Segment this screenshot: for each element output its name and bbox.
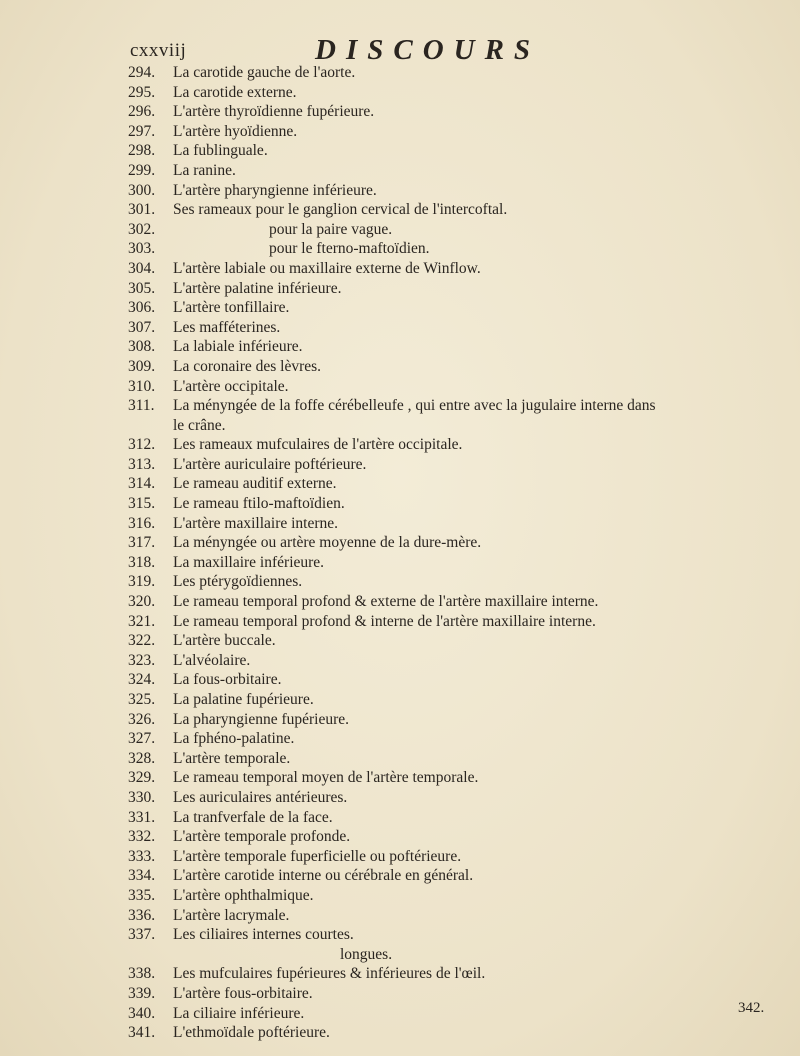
- list-item: [128, 906, 778, 926]
- entry-text: La fphéno-palatine.: [173, 730, 295, 748]
- entry-text: La coronaire des lèvres.: [173, 357, 322, 375]
- entry-number: 337.: [128, 926, 156, 944]
- list-item: [128, 357, 778, 377]
- entry-text: L'artère thyroïdienne fupérieure.: [173, 103, 375, 121]
- entry-number: 336.: [128, 906, 156, 924]
- entry-text: L'artère fous-orbitaire.: [173, 984, 313, 1002]
- entry-number: 334.: [128, 867, 156, 885]
- list-item: [128, 102, 778, 122]
- entry-number: 335.: [128, 886, 156, 904]
- list-item: [128, 1023, 778, 1043]
- list-item: [128, 631, 778, 651]
- entry-number: 299.: [128, 161, 156, 179]
- list-item: [128, 122, 778, 142]
- entry-number: 309.: [128, 357, 156, 375]
- list-item: [128, 533, 778, 553]
- list-item: [128, 141, 778, 161]
- entry-number: 300.: [128, 181, 156, 199]
- list-item: [128, 161, 778, 181]
- list-item: [128, 690, 778, 710]
- entry-number: 296.: [128, 103, 156, 121]
- entry-text: La tranfverfale de la face.: [173, 808, 333, 826]
- list-item: [128, 1004, 778, 1024]
- entry-number: 306.: [128, 299, 156, 317]
- entry-text: Le rameau temporal moyen de l'artère temporale.: [173, 769, 479, 787]
- entry-text: La labiale inférieure.: [173, 338, 303, 356]
- list-item: [128, 788, 778, 808]
- entry-number: 304.: [128, 259, 156, 277]
- list-item: [128, 259, 778, 279]
- list-item: [128, 710, 778, 730]
- list-item: [128, 827, 778, 847]
- entry-text: L'artère tonfillaire.: [173, 299, 290, 317]
- entry-number: 332.: [128, 828, 156, 846]
- entry-number: 316.: [128, 514, 156, 532]
- entry-number: 333.: [128, 847, 156, 865]
- entry-text: longues.: [340, 945, 393, 963]
- entry-number: 331.: [128, 808, 156, 826]
- list-item: [128, 866, 778, 886]
- entry-number: 322.: [128, 632, 156, 650]
- entry-list: [128, 63, 778, 1043]
- entry-text: Ses rameaux pour le ganglion cervical de l'intercoftal.: [173, 201, 508, 219]
- entry-number: 325.: [128, 691, 156, 708]
- list-item: [128, 83, 778, 103]
- entry-number: 330.: [128, 788, 156, 806]
- list-item: [128, 572, 778, 592]
- entry-number: 307.: [128, 318, 156, 336]
- entry-number: 340.: [128, 1004, 156, 1022]
- entry-number: 318.: [128, 553, 156, 571]
- entry-text: L'artère lacrymale.: [173, 906, 290, 924]
- entry-text: L'artère buccale.: [173, 632, 276, 650]
- entry-number: 297.: [128, 122, 156, 140]
- entry-text: La ciliaire inférieure.: [173, 1004, 305, 1022]
- list-item: [128, 553, 778, 573]
- entry-text: Les ptérygoïdiennes.: [173, 573, 303, 591]
- entry-number: 295.: [128, 83, 156, 101]
- list-item: [128, 298, 778, 318]
- catchword: 342.: [738, 1000, 765, 1016]
- entry-number: 314.: [128, 475, 156, 493]
- list-item: [128, 984, 778, 1004]
- entry-text: L'alvéolaire.: [173, 651, 251, 669]
- list-item: [128, 396, 778, 435]
- running-title: DISCOURS: [315, 34, 541, 66]
- entry-number: 317.: [128, 534, 156, 552]
- entry-text: La fublinguale.: [173, 142, 268, 160]
- entry-text: L'artère temporale profonde.: [173, 828, 351, 846]
- entry-number: 301.: [128, 201, 156, 219]
- entry-continuation: le crâne.: [173, 416, 226, 434]
- list-item: [128, 435, 778, 455]
- entry-number: 321.: [128, 612, 156, 630]
- entry-number: 320.: [128, 593, 156, 611]
- list-item: [128, 749, 778, 769]
- page-header: [130, 34, 690, 64]
- list-item: [128, 494, 778, 514]
- entry-number: 311.: [128, 397, 155, 415]
- list-item: [128, 63, 778, 83]
- entry-text: Les ciliaires internes courtes.: [173, 926, 354, 944]
- list-item: [128, 337, 778, 357]
- entry-text: L'artère labiale ou maxillaire externe de Winflow.: [173, 259, 481, 277]
- list-item: [128, 729, 778, 749]
- list-item: [128, 279, 778, 299]
- entry-text: La palatine fupérieure.: [173, 691, 314, 708]
- entry-number: 315.: [128, 495, 156, 513]
- list-item: [128, 514, 778, 534]
- list-item: [128, 220, 778, 240]
- entry-text: Le rameau auditif externe.: [173, 475, 337, 493]
- list-item: [128, 455, 778, 475]
- entry-text: L'artère carotide interne ou cérébrale en général.: [173, 867, 474, 885]
- entry-text: Les auriculaires antérieures.: [173, 788, 348, 806]
- list-item: [128, 181, 778, 201]
- entry-number: 302.: [128, 220, 156, 238]
- entry-text: La carotide externe.: [173, 83, 297, 101]
- entry-number: 329.: [128, 769, 156, 787]
- entry-text: La ményngée ou artère moyenne de la dure-mère.: [173, 534, 482, 552]
- entry-number: 323.: [128, 651, 156, 669]
- entry-number: 328.: [128, 749, 156, 767]
- list-item: [128, 886, 778, 906]
- entry-text: Le rameau temporal profond & externe de l'artère maxillaire interne.: [173, 593, 599, 611]
- list-item: [128, 945, 778, 965]
- list-item: [128, 592, 778, 612]
- entry-text: L'ethmoïdale poftérieure.: [173, 1024, 330, 1042]
- entry-number: 312.: [128, 436, 156, 454]
- list-item: [128, 200, 778, 220]
- entry-number: 313.: [128, 455, 156, 473]
- entry-text: La ranine.: [173, 161, 236, 179]
- entry-number: 310.: [128, 377, 156, 395]
- list-item: [128, 768, 778, 788]
- entry-text: L'artère ophthalmique.: [173, 886, 314, 904]
- entry-text: La fous-orbitaire.: [173, 671, 282, 689]
- entry-text: Les rameaux mufculaires de l'artère occipitale.: [173, 436, 463, 454]
- list-item: [128, 474, 778, 494]
- entry-text: L'artère pharyngienne inférieure.: [173, 181, 377, 199]
- entry-text: pour le fterno-maftoïdien.: [269, 240, 430, 258]
- entry-number: 303.: [128, 240, 156, 258]
- entry-number: 294.: [128, 64, 156, 81]
- entry-text: Les mufculaires fupérieures & inférieures de l'œil.: [173, 965, 486, 983]
- entry-number: 341.: [128, 1024, 156, 1042]
- entry-number: 308.: [128, 338, 156, 356]
- list-item: [128, 239, 778, 259]
- entry-text: L'artère maxillaire interne.: [173, 514, 339, 532]
- entry-text: Le rameau temporal profond & interne de l'artère maxillaire interne.: [173, 612, 596, 630]
- entry-number: 327.: [128, 730, 156, 748]
- entry-text: Le rameau ftilo-maftoïdien.: [173, 495, 345, 513]
- entry-number: 298.: [128, 142, 156, 160]
- entry-text: La pharyngienne fupérieure.: [173, 710, 350, 728]
- entry-text: L'artère temporale.: [173, 749, 291, 767]
- entry-number: 326.: [128, 710, 156, 728]
- entry-text: La ményngée de la foffe cérébelleufe , qui entre avec la jugulaire interne dans: [173, 397, 656, 415]
- entry-number: 339.: [128, 984, 156, 1002]
- entry-text: L'artère hyoïdienne.: [173, 122, 298, 140]
- list-item: [128, 318, 778, 338]
- folio-number: cxxviij: [130, 40, 187, 61]
- entry-number: 319.: [128, 573, 156, 591]
- entry-text: L'artère occipitale.: [173, 377, 289, 395]
- entry-text: Les mafféterines.: [173, 318, 281, 336]
- list-item: [128, 808, 778, 828]
- list-item: [128, 670, 778, 690]
- entry-number: 324.: [128, 671, 156, 689]
- entry-text: L'artère palatine inférieure.: [173, 279, 342, 297]
- list-item: [128, 925, 778, 945]
- list-item: [128, 377, 778, 397]
- entry-text: pour la paire vague.: [269, 220, 393, 238]
- entry-number: 305.: [128, 279, 156, 297]
- entry-number: 338.: [128, 965, 156, 983]
- entry-text: La carotide gauche de l'aorte.: [173, 64, 356, 81]
- list-item: [128, 612, 778, 632]
- entry-text: L'artère temporale fuperficielle ou poftérieure.: [173, 847, 462, 865]
- list-item: [128, 651, 778, 671]
- list-item: [128, 847, 778, 867]
- entry-text: La maxillaire inférieure.: [173, 553, 325, 571]
- list-item: [128, 964, 778, 984]
- entry-text: L'artère auriculaire poftérieure.: [173, 455, 367, 473]
